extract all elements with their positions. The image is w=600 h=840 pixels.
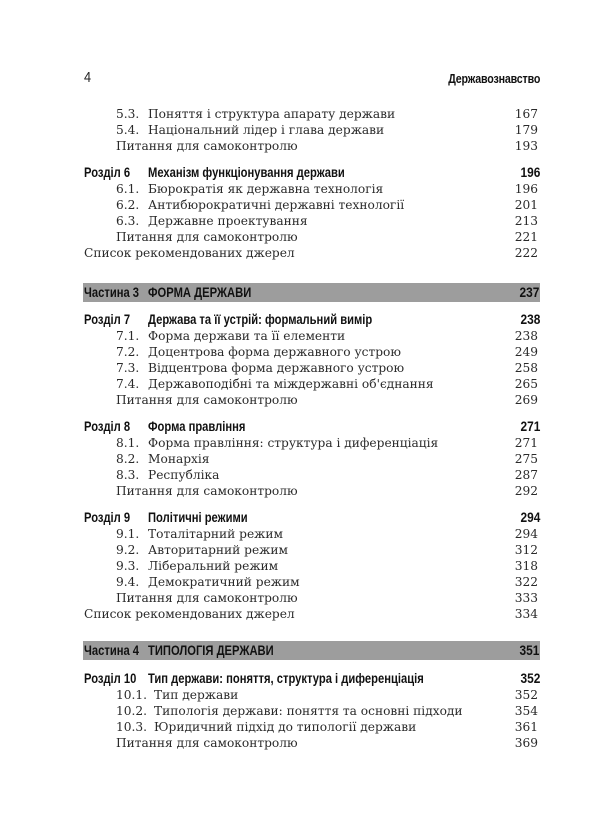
part-4-heading[interactable] xyxy=(83,641,540,660)
entry-title: Питання для самоконтролю xyxy=(116,484,298,498)
entry-title: Бюрократія як державна технологія xyxy=(148,182,384,196)
toc-entry[interactable] xyxy=(84,526,540,542)
toc-entry[interactable] xyxy=(84,360,540,376)
entry-number: 6.3. xyxy=(116,214,140,228)
entry-number: 7.1. xyxy=(116,329,140,343)
toc-entry-sources[interactable] xyxy=(84,245,540,261)
entry-title: Питання для самоконтролю xyxy=(116,230,298,244)
entry-number: 8.3. xyxy=(116,468,140,482)
page-number: 4 xyxy=(84,69,92,86)
entry-page: 354 xyxy=(514,704,538,718)
toc-entry[interactable] xyxy=(84,213,540,229)
entry-page: 287 xyxy=(514,468,538,482)
chapter-page: 352 xyxy=(520,670,540,686)
entry-page: 312 xyxy=(514,543,538,557)
toc-entry-sources[interactable] xyxy=(84,606,540,622)
entry-number: 9.3. xyxy=(116,559,140,573)
entry-page: 361 xyxy=(514,720,538,734)
chapter-7-heading[interactable] xyxy=(84,310,540,328)
entry-number: 8.1. xyxy=(116,436,140,450)
entry-title: Типологія держави: поняття та основні підходи xyxy=(154,704,463,718)
entry-page: 167 xyxy=(514,107,538,121)
entry-title: Державне проектування xyxy=(148,214,308,228)
entry-number: 9.2. xyxy=(116,543,140,557)
chapter-label: Розділ 9 xyxy=(84,509,131,525)
entry-page: 196 xyxy=(514,182,538,196)
entry-title: Питання для самоконтролю xyxy=(116,591,298,605)
part-label: Частина 4 xyxy=(84,642,140,658)
entry-number: 6.1. xyxy=(116,182,140,196)
toc-entry[interactable] xyxy=(84,122,540,138)
toc-entry[interactable] xyxy=(84,719,540,735)
entry-page: 334 xyxy=(514,607,538,621)
entry-page: 333 xyxy=(514,591,538,605)
entry-title: Авторитарний режим xyxy=(148,543,288,557)
entry-number: 5.4. xyxy=(116,123,140,137)
toc-entry-questions[interactable] xyxy=(84,735,540,751)
entry-title: Юридичний підхід до типології держави xyxy=(154,720,417,734)
chapter-title: Політичні режими xyxy=(148,509,248,525)
entry-number: 10.1. xyxy=(116,688,148,702)
entry-page: 269 xyxy=(514,393,538,407)
chapter-10-heading[interactable] xyxy=(84,669,540,687)
entry-page: 294 xyxy=(514,527,538,541)
chapter-8-heading[interactable] xyxy=(84,417,540,435)
entry-page: 179 xyxy=(514,123,538,137)
entry-page: 249 xyxy=(514,345,538,359)
entry-page: 238 xyxy=(514,329,538,343)
entry-number: 7.2. xyxy=(116,345,140,359)
entry-number: 5.3. xyxy=(116,107,140,121)
chapter-title: Тип держави: поняття, структура і диференціація xyxy=(148,670,424,686)
toc-entry-questions[interactable] xyxy=(84,392,540,408)
toc-entry[interactable] xyxy=(84,451,540,467)
entry-title: Антибюрократичні державні технології xyxy=(148,198,405,212)
toc-entry[interactable] xyxy=(84,703,540,719)
entry-title: Доцентрова форма державного устрою xyxy=(148,345,402,359)
part-page: 351 xyxy=(519,642,539,658)
entry-number: 10.3. xyxy=(116,720,148,734)
entry-page: 322 xyxy=(514,575,538,589)
entry-page: 318 xyxy=(514,559,538,573)
entry-title: Демократичний режим xyxy=(148,575,300,589)
toc-entry[interactable] xyxy=(84,574,540,590)
chapter-title: Держава та її устрій: формальний вимір xyxy=(148,311,373,327)
part-label: Частина 3 xyxy=(84,284,140,300)
entry-number: 10.2. xyxy=(116,704,148,718)
part-title: ФОРМА ДЕРЖАВИ xyxy=(148,284,252,300)
part-page: 237 xyxy=(519,284,539,300)
chapter-label: Розділ 7 xyxy=(84,311,131,327)
chapter-label: Розділ 10 xyxy=(84,670,137,686)
toc-entry-questions[interactable] xyxy=(84,483,540,499)
entry-number: 9.4. xyxy=(116,575,140,589)
entry-title: Форма правління: структура і диференціація xyxy=(148,436,439,450)
entry-number: 9.1. xyxy=(116,527,140,541)
toc-entry[interactable] xyxy=(84,197,540,213)
entry-page: 271 xyxy=(514,436,538,450)
toc-entry-questions[interactable] xyxy=(84,138,540,154)
running-head xyxy=(84,69,540,89)
entry-number: 7.3. xyxy=(116,361,140,375)
entry-page: 221 xyxy=(514,230,538,244)
entry-page: 213 xyxy=(514,214,538,228)
part-3-heading[interactable] xyxy=(83,283,540,302)
chapter-page: 196 xyxy=(520,164,540,180)
chapter-page: 271 xyxy=(520,418,540,434)
entry-title: Форма держави та її елементи xyxy=(148,329,346,343)
chapter-page: 294 xyxy=(520,509,540,525)
toc-entry[interactable] xyxy=(84,376,540,392)
toc-entry[interactable] xyxy=(84,328,540,344)
entry-page: 201 xyxy=(514,198,538,212)
toc-entry-questions[interactable] xyxy=(84,590,540,606)
entry-title: Державоподібні та міждержавні об'єднання xyxy=(148,377,434,391)
entry-title: Питання для самоконтролю xyxy=(116,393,298,407)
chapter-6-heading[interactable] xyxy=(84,163,540,181)
entry-page: 222 xyxy=(514,246,538,260)
entry-page: 292 xyxy=(514,484,538,498)
entry-page: 352 xyxy=(514,688,538,702)
chapter-9-heading[interactable] xyxy=(84,508,540,526)
entry-title: Відцентрова форма державного устрою xyxy=(148,361,405,375)
toc-entry[interactable] xyxy=(84,344,540,360)
toc-entry[interactable] xyxy=(84,435,540,451)
entry-title: Національний лідер і глава держави xyxy=(148,123,385,137)
entry-title: Поняття і структура апарату держави xyxy=(148,107,396,121)
chapter-title: Механізм функціонування держави xyxy=(148,164,345,180)
entry-title: Монархія xyxy=(148,452,210,466)
chapter-title: Форма правління xyxy=(148,418,246,434)
entry-number: 7.4. xyxy=(116,377,140,391)
chapter-label: Розділ 6 xyxy=(84,164,131,180)
entry-page: 258 xyxy=(514,361,538,375)
entry-title: Ліберальний режим xyxy=(148,559,279,573)
toc-entry[interactable] xyxy=(84,558,540,574)
toc-entry[interactable] xyxy=(84,106,540,122)
chapter-label: Розділ 8 xyxy=(84,418,131,434)
entry-title: Питання для самоконтролю xyxy=(116,736,298,750)
toc-entry[interactable] xyxy=(84,687,540,703)
toc-entry[interactable] xyxy=(84,467,540,483)
toc-entry-questions[interactable] xyxy=(84,229,540,245)
entry-page: 193 xyxy=(514,139,538,153)
book-title: Державознавство xyxy=(448,71,540,86)
entry-number: 6.2. xyxy=(116,198,140,212)
toc-entry[interactable] xyxy=(84,181,540,197)
entry-number: 8.2. xyxy=(116,452,140,466)
part-title: ТИПОЛОГІЯ ДЕРЖАВИ xyxy=(148,642,274,658)
toc-entry[interactable] xyxy=(84,542,540,558)
entry-title: Список рекомендованих джерел xyxy=(84,246,295,260)
entry-page: 265 xyxy=(514,377,538,391)
entry-title: Питання для самоконтролю xyxy=(116,139,298,153)
entry-page: 369 xyxy=(514,736,538,750)
entry-title: Список рекомендованих джерел xyxy=(84,607,295,621)
entry-title: Тип держави xyxy=(154,688,239,702)
chapter-page: 238 xyxy=(520,311,540,327)
entry-title: Республіка xyxy=(148,468,220,482)
entry-page: 275 xyxy=(514,452,538,466)
entry-title: Тоталітарний режим xyxy=(148,527,283,541)
